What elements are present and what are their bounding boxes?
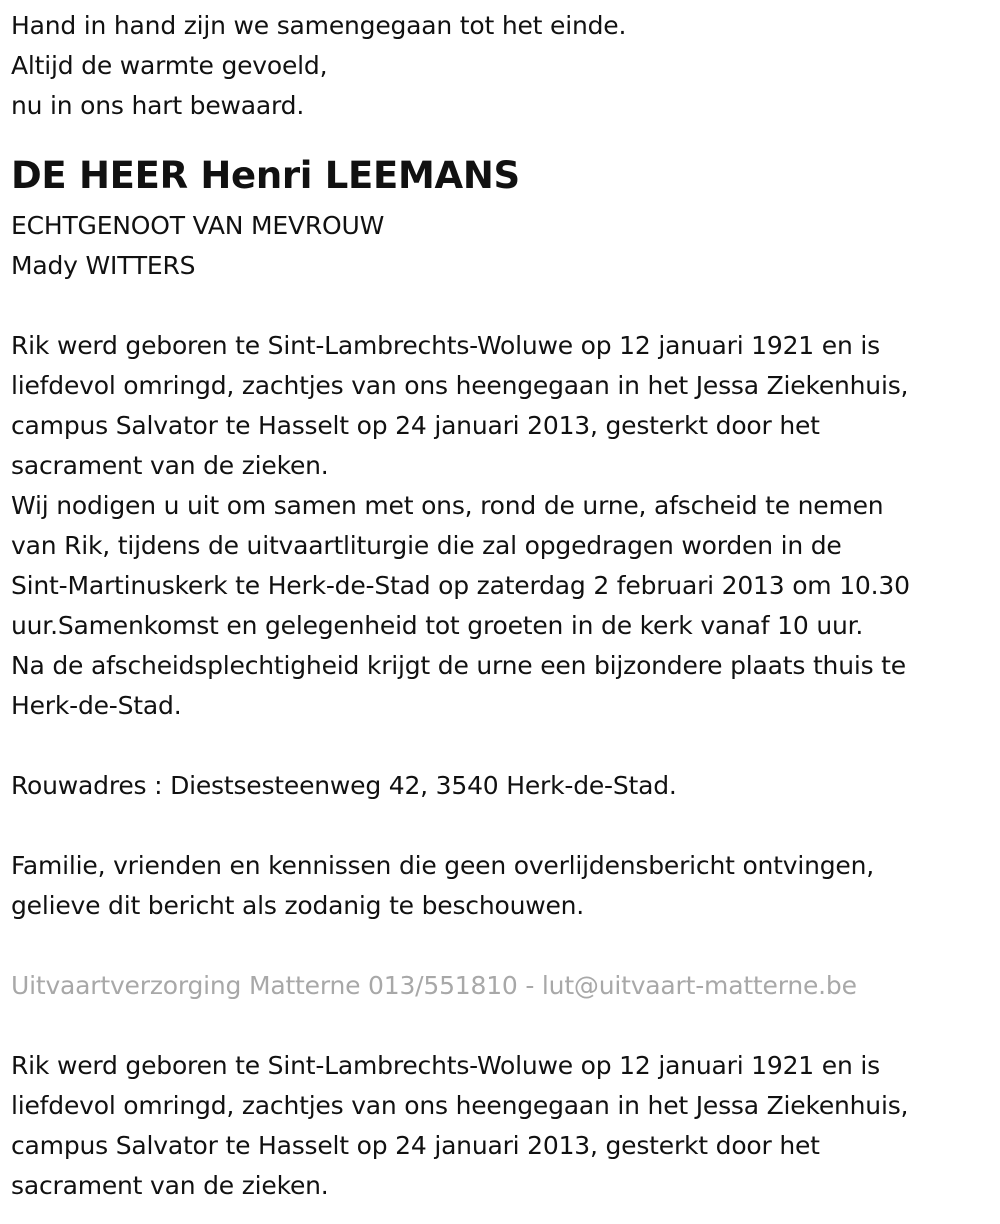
poem-line: nu in ons hart bewaard. xyxy=(11,91,305,120)
spouse-name: Mady WITTERS xyxy=(11,251,196,280)
text-line: gelieve dit bericht als zodanig te beschouwen. xyxy=(11,891,585,920)
funeral-home-contact: Uitvaartverzorging Matterne 013/551810 - lut@uitvaart-matterne.be xyxy=(11,971,857,1000)
spacer xyxy=(11,806,991,846)
text-line: liefdevol omringd, zachtjes van ons heengegaan in het Jessa Ziekenhuis, xyxy=(11,1091,909,1120)
poem xyxy=(11,6,991,126)
deceased-name: DE HEER Henri LEEMANS xyxy=(11,154,520,197)
announcement-text xyxy=(11,326,991,726)
notice-text xyxy=(11,846,991,926)
spacer xyxy=(11,1006,991,1046)
spacer xyxy=(11,126,991,146)
obituary-document xyxy=(11,6,991,1206)
text-line: campus Salvator te Hasselt op 24 januari 2013, gesterkt door het xyxy=(11,411,820,440)
poem-line: Altijd de warmte gevoeld, xyxy=(11,51,328,80)
text-line: Familie, vrienden en kennissen die geen overlijdensbericht ontvingen, xyxy=(11,851,875,880)
text-line: uur.Samenkomst en gelegenheid tot groeten in de kerk vanaf 10 uur. xyxy=(11,611,864,640)
spacer xyxy=(11,726,991,766)
poem-line: Hand in hand zijn we samengegaan tot het einde. xyxy=(11,11,627,40)
text-line: campus Salvator te Hasselt op 24 januari 2013, gesterkt door het xyxy=(11,1131,820,1160)
mourning-address: Rouwadres : Diestsesteenweg 42, 3540 Herk-de-Stad. xyxy=(11,771,677,800)
text-line: van Rik, tijdens de uitvaartliturgie die zal opgedragen worden in de xyxy=(11,531,842,560)
text-line: sacrament van de zieken. xyxy=(11,1171,329,1200)
text-line: Rik werd geboren te Sint-Lambrechts-Woluwe op 12 januari 1921 en is xyxy=(11,331,880,360)
relation-label: ECHTGENOOT VAN MEVROUW xyxy=(11,211,385,240)
text-line: Herk-de-Stad. xyxy=(11,691,182,720)
text-line: liefdevol omringd, zachtjes van ons heengegaan in het Jessa Ziekenhuis, xyxy=(11,371,909,400)
repeated-announcement xyxy=(11,1046,991,1206)
spacer xyxy=(11,926,991,966)
text-line: Wij nodigen u uit om samen met ons, rond de urne, afscheid te nemen xyxy=(11,491,884,520)
text-line: Rik werd geboren te Sint-Lambrechts-Woluwe op 12 januari 1921 en is xyxy=(11,1051,880,1080)
text-line: Sint-Martinuskerk te Herk-de-Stad op zaterdag 2 februari 2013 om 10.30 xyxy=(11,571,910,600)
text-line: sacrament van de zieken. xyxy=(11,451,329,480)
text-line: Na de afscheidsplechtigheid krijgt de urne een bijzondere plaats thuis te xyxy=(11,651,906,680)
spacer xyxy=(11,286,991,326)
